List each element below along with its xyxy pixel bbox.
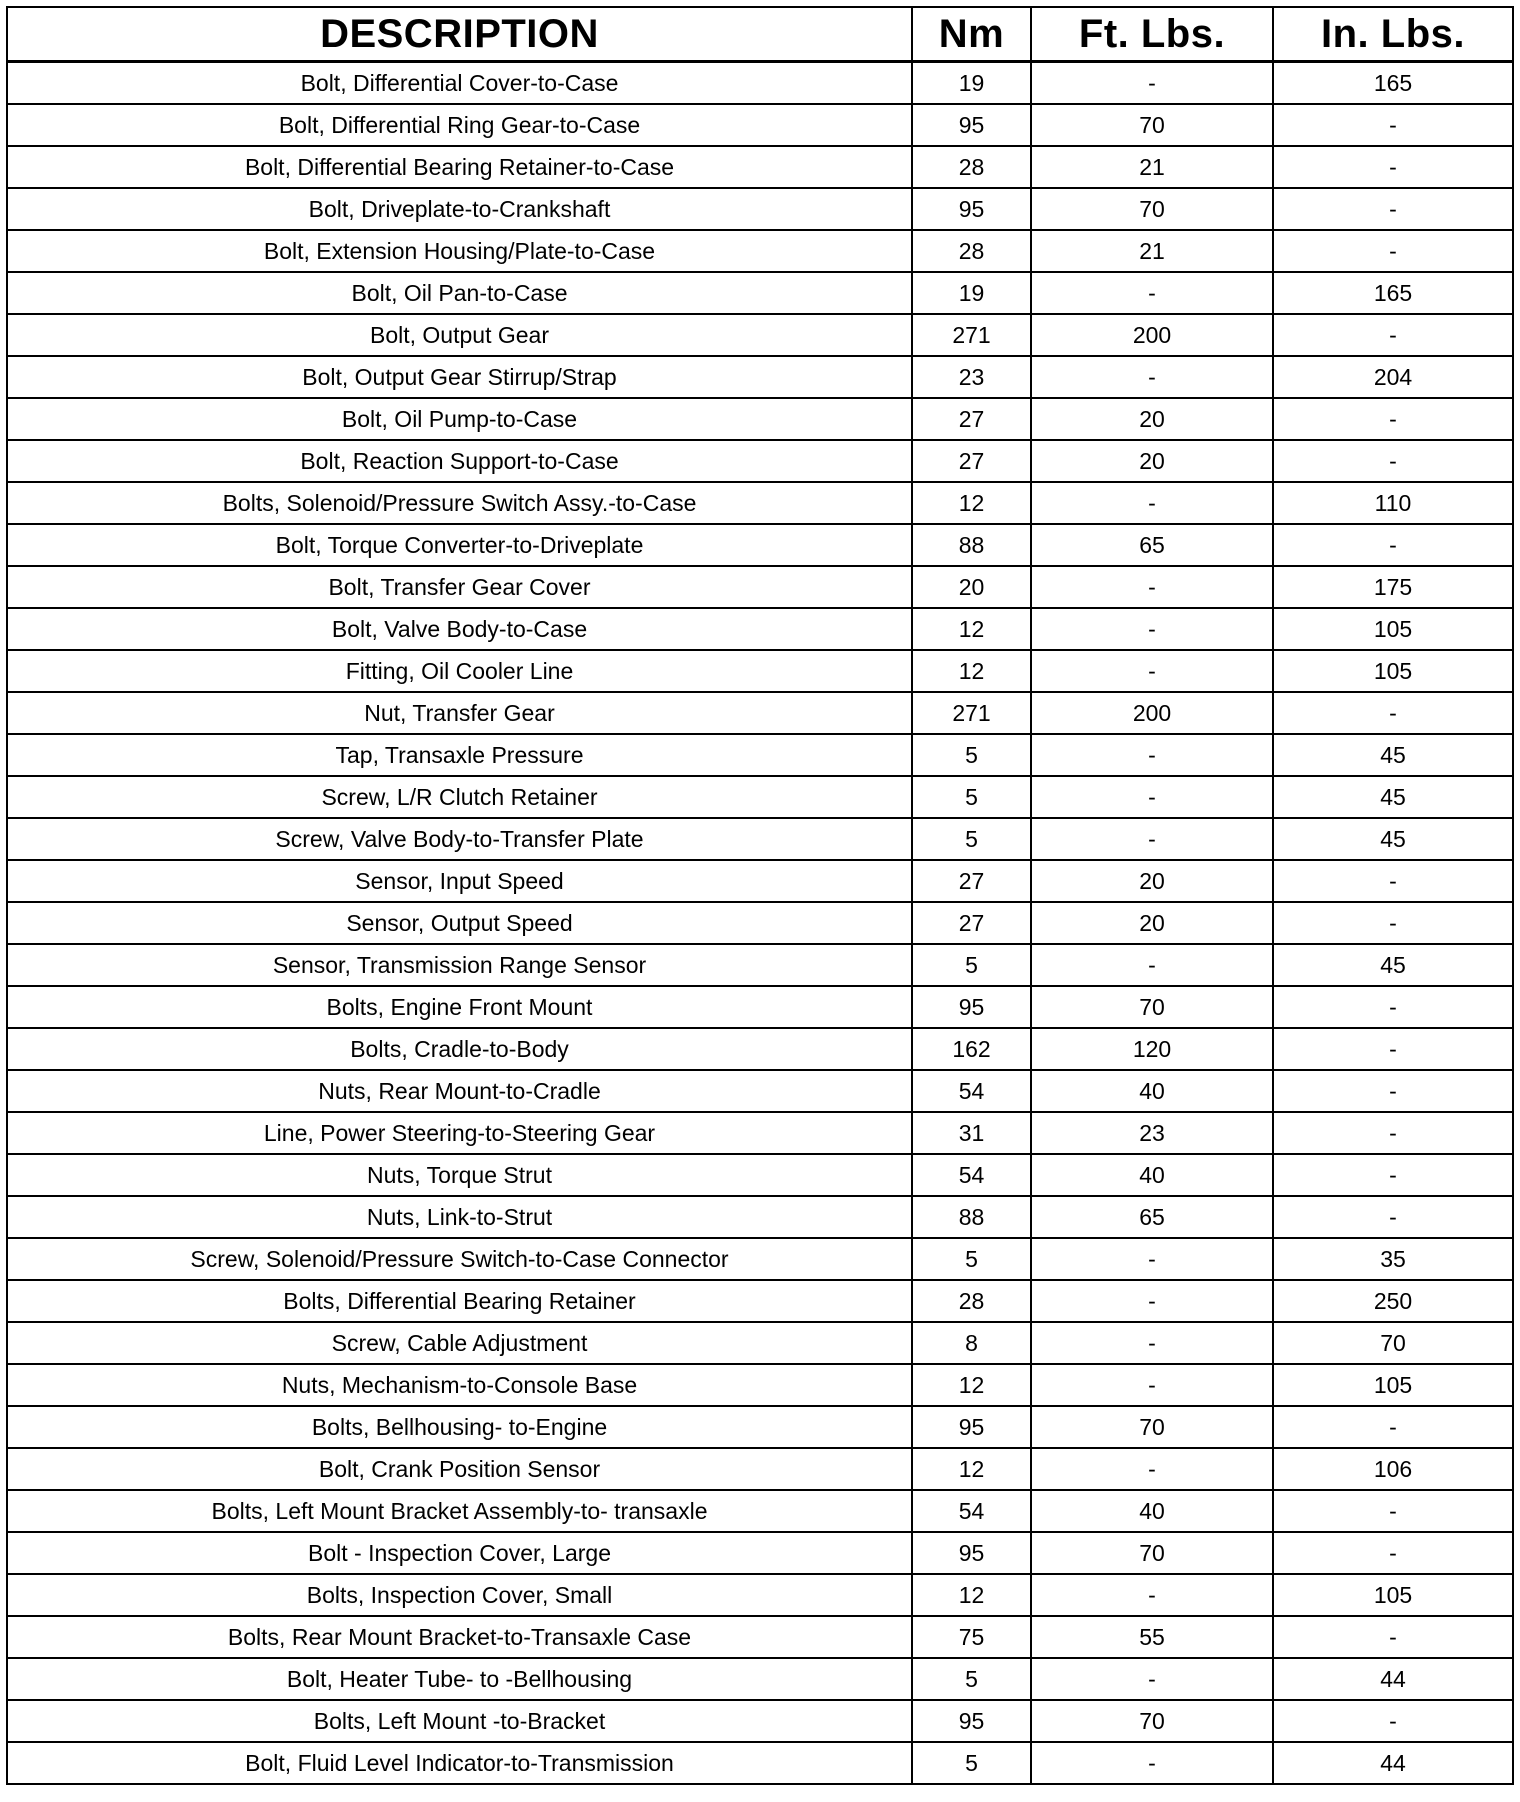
ft-lbs-cell: 200 [1031, 314, 1273, 356]
in-lbs-cell: - [1273, 104, 1513, 146]
in-lbs-cell: 44 [1273, 1658, 1513, 1700]
table-row [7, 1406, 1513, 1448]
in-lbs-cell: - [1273, 692, 1513, 734]
description-cell: Sensor, Output Speed [7, 902, 912, 944]
in-lbs-cell: - [1273, 860, 1513, 902]
in-lbs-cell: - [1273, 188, 1513, 230]
description-cell: Bolt, Differential Bearing Retainer-to-Case [7, 146, 912, 188]
nm-cell: 27 [912, 860, 1031, 902]
in-lbs-cell: - [1273, 1700, 1513, 1742]
nm-cell: 20 [912, 566, 1031, 608]
in-lbs-cell: - [1273, 1406, 1513, 1448]
in-lbs-cell: - [1273, 986, 1513, 1028]
table-row [7, 1280, 1513, 1322]
table-row [7, 104, 1513, 146]
description-cell: Bolts, Inspection Cover, Small [7, 1574, 912, 1616]
table-body [7, 62, 1513, 1785]
ft-lbs-cell: 55 [1031, 1616, 1273, 1658]
in-lbs-cell: 204 [1273, 356, 1513, 398]
ft-lbs-cell: - [1031, 1742, 1273, 1784]
description-cell: Bolt, Valve Body-to-Case [7, 608, 912, 650]
in-lbs-cell: - [1273, 440, 1513, 482]
in-lbs-cell: - [1273, 1490, 1513, 1532]
description-cell: Bolt, Fluid Level Indicator-to-Transmission [7, 1742, 912, 1784]
nm-cell: 88 [912, 1196, 1031, 1238]
description-cell: Nuts, Link-to-Strut [7, 1196, 912, 1238]
ft-lbs-cell: - [1031, 356, 1273, 398]
ft-lbs-cell: - [1031, 776, 1273, 818]
description-cell: Bolts, Left Mount Bracket Assembly-to- transaxle [7, 1490, 912, 1532]
ft-lbs-cell: 70 [1031, 986, 1273, 1028]
table-row [7, 734, 1513, 776]
table-row [7, 608, 1513, 650]
nm-cell: 54 [912, 1154, 1031, 1196]
table-row [7, 62, 1513, 105]
in-lbs-cell: - [1273, 230, 1513, 272]
ft-lbs-cell: - [1031, 62, 1273, 105]
in-lbs-cell: 35 [1273, 1238, 1513, 1280]
description-cell: Bolts, Engine Front Mount [7, 986, 912, 1028]
ft-lbs-cell: 65 [1031, 1196, 1273, 1238]
ft-lbs-cell: - [1031, 944, 1273, 986]
table-row [7, 1070, 1513, 1112]
ft-lbs-cell: 20 [1031, 440, 1273, 482]
description-cell: Bolts, Differential Bearing Retainer [7, 1280, 912, 1322]
nm-cell: 27 [912, 440, 1031, 482]
description-cell: Bolt - Inspection Cover, Large [7, 1532, 912, 1574]
ft-lbs-cell: 40 [1031, 1154, 1273, 1196]
table-row [7, 776, 1513, 818]
description-cell: Bolt, Differential Cover-to-Case [7, 62, 912, 105]
ft-lbs-cell: 70 [1031, 1700, 1273, 1742]
description-cell: Bolt, Driveplate-to-Crankshaft [7, 188, 912, 230]
nm-cell: 27 [912, 398, 1031, 440]
nm-cell: 5 [912, 1238, 1031, 1280]
description-cell: Bolt, Differential Ring Gear-to-Case [7, 104, 912, 146]
header-description: DESCRIPTION [7, 7, 912, 62]
header-in-lbs: In. Lbs. [1273, 7, 1513, 62]
description-cell: Bolt, Heater Tube- to -Bellhousing [7, 1658, 912, 1700]
table-row [7, 524, 1513, 566]
nm-cell: 12 [912, 1448, 1031, 1490]
header-ft-lbs: Ft. Lbs. [1031, 7, 1273, 62]
nm-cell: 54 [912, 1490, 1031, 1532]
ft-lbs-cell: 20 [1031, 860, 1273, 902]
ft-lbs-cell: 40 [1031, 1070, 1273, 1112]
in-lbs-cell: 45 [1273, 944, 1513, 986]
description-cell: Bolts, Bellhousing- to-Engine [7, 1406, 912, 1448]
table-row [7, 398, 1513, 440]
ft-lbs-cell: - [1031, 1322, 1273, 1364]
in-lbs-cell: 45 [1273, 734, 1513, 776]
table-row [7, 1154, 1513, 1196]
description-cell: Nuts, Torque Strut [7, 1154, 912, 1196]
description-cell: Bolt, Output Gear [7, 314, 912, 356]
nm-cell: 12 [912, 1574, 1031, 1616]
ft-lbs-cell: 20 [1031, 398, 1273, 440]
table-row [7, 314, 1513, 356]
nm-cell: 95 [912, 188, 1031, 230]
nm-cell: 12 [912, 650, 1031, 692]
ft-lbs-cell: - [1031, 734, 1273, 776]
description-cell: Bolt, Output Gear Stirrup/Strap [7, 356, 912, 398]
nm-cell: 31 [912, 1112, 1031, 1154]
torque-spec-table [6, 6, 1514, 1785]
in-lbs-cell: 44 [1273, 1742, 1513, 1784]
description-cell: Nut, Transfer Gear [7, 692, 912, 734]
table-row [7, 272, 1513, 314]
table-row [7, 1616, 1513, 1658]
description-cell: Fitting, Oil Cooler Line [7, 650, 912, 692]
ft-lbs-cell: - [1031, 818, 1273, 860]
ft-lbs-cell: 23 [1031, 1112, 1273, 1154]
nm-cell: 88 [912, 524, 1031, 566]
table-row [7, 1238, 1513, 1280]
description-cell: Bolt, Oil Pump-to-Case [7, 398, 912, 440]
table-row [7, 692, 1513, 734]
table-row [7, 1028, 1513, 1070]
in-lbs-cell: 110 [1273, 482, 1513, 524]
nm-cell: 28 [912, 230, 1031, 272]
nm-cell: 5 [912, 944, 1031, 986]
table-row [7, 482, 1513, 524]
ft-lbs-cell: 70 [1031, 104, 1273, 146]
in-lbs-cell: - [1273, 1112, 1513, 1154]
table-row [7, 188, 1513, 230]
ft-lbs-cell: 20 [1031, 902, 1273, 944]
nm-cell: 95 [912, 1532, 1031, 1574]
description-cell: Line, Power Steering-to-Steering Gear [7, 1112, 912, 1154]
in-lbs-cell: - [1273, 314, 1513, 356]
description-cell: Nuts, Rear Mount-to-Cradle [7, 1070, 912, 1112]
nm-cell: 12 [912, 608, 1031, 650]
nm-cell: 95 [912, 104, 1031, 146]
in-lbs-cell: 175 [1273, 566, 1513, 608]
nm-cell: 95 [912, 986, 1031, 1028]
description-cell: Nuts, Mechanism-to-Console Base [7, 1364, 912, 1406]
in-lbs-cell: 105 [1273, 608, 1513, 650]
nm-cell: 162 [912, 1028, 1031, 1070]
nm-cell: 95 [912, 1700, 1031, 1742]
in-lbs-cell: 70 [1273, 1322, 1513, 1364]
nm-cell: 28 [912, 1280, 1031, 1322]
description-cell: Screw, Cable Adjustment [7, 1322, 912, 1364]
nm-cell: 271 [912, 692, 1031, 734]
table-row [7, 440, 1513, 482]
in-lbs-cell: - [1273, 524, 1513, 566]
in-lbs-cell: 165 [1273, 62, 1513, 105]
description-cell: Bolts, Rear Mount Bracket-to-Transaxle Case [7, 1616, 912, 1658]
nm-cell: 19 [912, 272, 1031, 314]
ft-lbs-cell: - [1031, 608, 1273, 650]
nm-cell: 19 [912, 62, 1031, 105]
description-cell: Bolt, Reaction Support-to-Case [7, 440, 912, 482]
nm-cell: 8 [912, 1322, 1031, 1364]
description-cell: Bolts, Cradle-to-Body [7, 1028, 912, 1070]
ft-lbs-cell: 70 [1031, 188, 1273, 230]
ft-lbs-cell: 21 [1031, 230, 1273, 272]
nm-cell: 23 [912, 356, 1031, 398]
description-cell: Bolts, Left Mount -to-Bracket [7, 1700, 912, 1742]
in-lbs-cell: 105 [1273, 650, 1513, 692]
ft-lbs-cell: 200 [1031, 692, 1273, 734]
table-row [7, 146, 1513, 188]
description-cell: Bolt, Oil Pan-to-Case [7, 272, 912, 314]
ft-lbs-cell: - [1031, 272, 1273, 314]
table-row [7, 1448, 1513, 1490]
nm-cell: 12 [912, 482, 1031, 524]
description-cell: Sensor, Input Speed [7, 860, 912, 902]
ft-lbs-cell: - [1031, 1238, 1273, 1280]
description-cell: Bolt, Transfer Gear Cover [7, 566, 912, 608]
nm-cell: 95 [912, 1406, 1031, 1448]
nm-cell: 28 [912, 146, 1031, 188]
in-lbs-cell: 165 [1273, 272, 1513, 314]
ft-lbs-cell: 40 [1031, 1490, 1273, 1532]
table-row [7, 230, 1513, 272]
ft-lbs-cell: - [1031, 650, 1273, 692]
in-lbs-cell: - [1273, 902, 1513, 944]
table-row [7, 1574, 1513, 1616]
nm-cell: 75 [912, 1616, 1031, 1658]
in-lbs-cell: 45 [1273, 776, 1513, 818]
in-lbs-cell: - [1273, 1532, 1513, 1574]
nm-cell: 5 [912, 818, 1031, 860]
ft-lbs-cell: - [1031, 1280, 1273, 1322]
nm-cell: 5 [912, 1742, 1031, 1784]
ft-lbs-cell: - [1031, 566, 1273, 608]
ft-lbs-cell: 70 [1031, 1532, 1273, 1574]
nm-cell: 12 [912, 1364, 1031, 1406]
table-row [7, 1322, 1513, 1364]
in-lbs-cell: 250 [1273, 1280, 1513, 1322]
in-lbs-cell: - [1273, 1154, 1513, 1196]
in-lbs-cell: 45 [1273, 818, 1513, 860]
ft-lbs-cell: 65 [1031, 524, 1273, 566]
in-lbs-cell: 105 [1273, 1574, 1513, 1616]
description-cell: Bolt, Torque Converter-to-Driveplate [7, 524, 912, 566]
table-row [7, 818, 1513, 860]
ft-lbs-cell: - [1031, 1448, 1273, 1490]
table-row [7, 1532, 1513, 1574]
in-lbs-cell: 105 [1273, 1364, 1513, 1406]
table-row [7, 1700, 1513, 1742]
header-nm: Nm [912, 7, 1031, 62]
table-row [7, 1658, 1513, 1700]
in-lbs-cell: 106 [1273, 1448, 1513, 1490]
description-cell: Bolts, Solenoid/Pressure Switch Assy.-to-Case [7, 482, 912, 524]
description-cell: Screw, Valve Body-to-Transfer Plate [7, 818, 912, 860]
table-row [7, 566, 1513, 608]
ft-lbs-cell: - [1031, 1574, 1273, 1616]
nm-cell: 271 [912, 314, 1031, 356]
ft-lbs-cell: 120 [1031, 1028, 1273, 1070]
description-cell: Sensor, Transmission Range Sensor [7, 944, 912, 986]
table-row [7, 1490, 1513, 1532]
table-row [7, 356, 1513, 398]
table-row [7, 1112, 1513, 1154]
table-row [7, 650, 1513, 692]
description-cell: Bolt, Crank Position Sensor [7, 1448, 912, 1490]
table-row [7, 944, 1513, 986]
ft-lbs-cell: 21 [1031, 146, 1273, 188]
ft-lbs-cell: - [1031, 1364, 1273, 1406]
in-lbs-cell: - [1273, 1070, 1513, 1112]
nm-cell: 5 [912, 734, 1031, 776]
in-lbs-cell: - [1273, 1028, 1513, 1070]
in-lbs-cell: - [1273, 1616, 1513, 1658]
description-cell: Screw, Solenoid/Pressure Switch-to-Case Connector [7, 1238, 912, 1280]
table-row [7, 1196, 1513, 1238]
table-row [7, 1742, 1513, 1784]
table-row [7, 902, 1513, 944]
table-row [7, 1364, 1513, 1406]
ft-lbs-cell: - [1031, 1658, 1273, 1700]
table-row [7, 860, 1513, 902]
nm-cell: 5 [912, 776, 1031, 818]
ft-lbs-cell: 70 [1031, 1406, 1273, 1448]
nm-cell: 54 [912, 1070, 1031, 1112]
table-header-row [7, 7, 1513, 62]
description-cell: Tap, Transaxle Pressure [7, 734, 912, 776]
description-cell: Bolt, Extension Housing/Plate-to-Case [7, 230, 912, 272]
in-lbs-cell: - [1273, 146, 1513, 188]
description-cell: Screw, L/R Clutch Retainer [7, 776, 912, 818]
nm-cell: 5 [912, 1658, 1031, 1700]
nm-cell: 27 [912, 902, 1031, 944]
in-lbs-cell: - [1273, 1196, 1513, 1238]
torque-spec-sheet [6, 6, 1512, 1785]
ft-lbs-cell: - [1031, 482, 1273, 524]
in-lbs-cell: - [1273, 398, 1513, 440]
table-row [7, 986, 1513, 1028]
